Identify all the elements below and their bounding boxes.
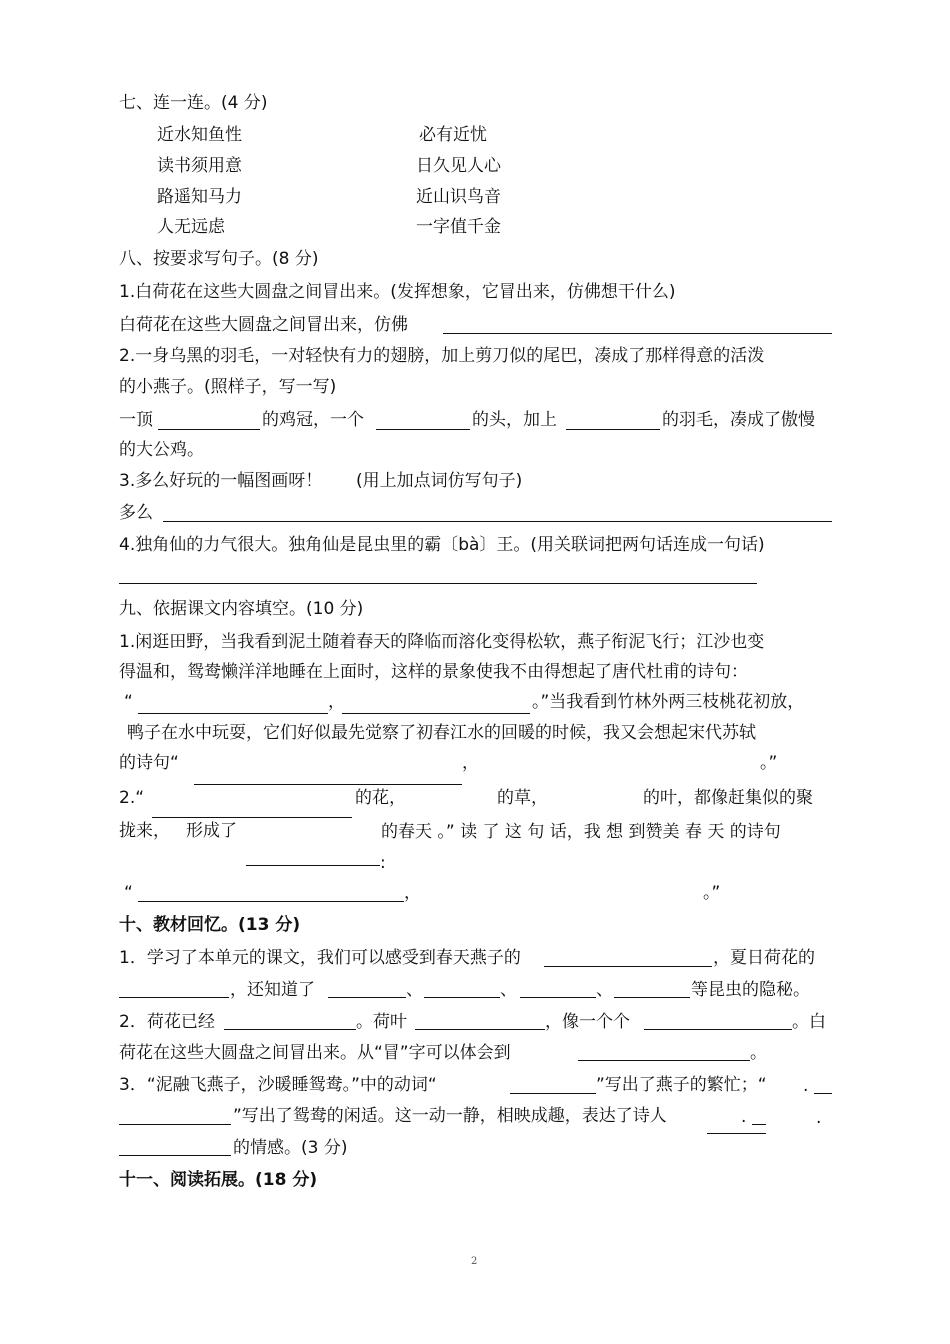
- question-text: 2.一身乌黑的羽毛，一对轻快有力的翅膀，加上剪刀似的尾巴，凑成了那样得意的活泼: [119, 346, 765, 366]
- question-text: 荷花在这些大圆盘之间冒出来。从“冒”字可以体会到: [119, 1043, 511, 1063]
- answer-blank[interactable]: [119, 1124, 231, 1125]
- answer-blank[interactable]: [566, 429, 660, 430]
- answer-blank[interactable]: [342, 713, 530, 714]
- paragraph-line: 得温和，鸳鸯懒洋洋地睡在上面时，这样的景象使我不由得想起了唐代杜甫的诗句：: [119, 662, 748, 682]
- punct: ，: [328, 692, 345, 712]
- section-11-title: 十一、阅读拓展。(18 分): [119, 1170, 318, 1190]
- question-text: 的情感。(3 分): [233, 1138, 348, 1158]
- answer-blank[interactable]: [119, 997, 229, 998]
- question-text: 形成了: [186, 821, 237, 841]
- answer-prompt: 多么: [119, 503, 153, 523]
- question-note: (用上加点词仿写句子): [356, 471, 523, 491]
- answer-blank[interactable]: [119, 1155, 231, 1156]
- answer-blank[interactable]: [224, 1029, 356, 1030]
- question-text: 2．荷花已经: [119, 1012, 215, 1032]
- answer-blank[interactable]: [752, 1124, 766, 1125]
- question-text: 2.“: [119, 788, 145, 808]
- answer-blank[interactable]: [415, 1029, 545, 1030]
- question-text: 的花，: [355, 788, 406, 808]
- match-right-item: 一字值千金: [416, 217, 501, 237]
- question-text: ，还知道了: [230, 980, 315, 1000]
- question-text: 的草，: [497, 788, 548, 808]
- match-left-item: 读书须用意: [157, 156, 242, 176]
- answer-text: 的头，加上: [472, 410, 557, 430]
- question-text: ，夏日荷花的: [713, 948, 815, 968]
- answer-blank[interactable]: [138, 901, 404, 902]
- question-text: 拢来，: [119, 821, 170, 841]
- answer-blank[interactable]: [376, 429, 470, 430]
- answer-prompt: 白荷花在这些大圆盘之间冒出来，仿佛: [119, 315, 408, 335]
- match-left-item: 近水知鱼性: [157, 125, 242, 145]
- answer-text: 的鸡冠，一个: [262, 410, 364, 430]
- punct: 、: [596, 980, 613, 1000]
- answer-blank[interactable]: [510, 1093, 596, 1094]
- question-text: 的春天 。” 读 了 这 句 话，我 想 到赞美 春 天 的诗句: [381, 822, 781, 842]
- punct: 、: [406, 980, 423, 1000]
- question-text: ”写出了燕子的繁忙；“: [596, 1075, 767, 1095]
- paragraph-line: 1.闲逛田野，当我看到泥土随着春天的降临而溶化变得松软，燕子衔泥飞行；江沙也变: [119, 632, 765, 652]
- question-text: 3.多么好玩的一幅图画呀！: [119, 471, 323, 491]
- match-right-item: 必有近忧: [419, 125, 487, 145]
- quote-mark: “: [124, 883, 133, 903]
- punct: ，: [462, 753, 479, 773]
- answer-blank[interactable]: [246, 865, 380, 866]
- page-number: 2: [471, 1256, 478, 1267]
- paragraph-line: 。”当我看到竹林外两三枝桃花初放，: [532, 692, 805, 712]
- question-text: 4.独角仙的力气很大。独角仙是昆虫里的霸〔bà〕王。(用关联词把两句话连成一句话): [119, 535, 765, 555]
- match-left-item: 路遥知马力: [157, 187, 242, 207]
- section-7-title: 七、连一连。(4 分): [119, 93, 268, 113]
- punct: .: [803, 1076, 809, 1096]
- question-text: 1.白荷花在这些大圆盘之间冒出来。(发挥想象，它冒出来，仿佛想干什么): [119, 282, 676, 302]
- question-text: 等昆虫的隐秘。: [691, 980, 810, 1000]
- answer-text: 的羽毛，凑成了傲慢: [662, 410, 815, 430]
- answer-blank[interactable]: [158, 429, 260, 430]
- question-text: 1．学习了本单元的课文，我们可以感受到春天燕子的: [119, 948, 521, 968]
- question-text: 。荷叶: [356, 1012, 407, 1032]
- paragraph-line: 鸭子在水中玩耍，它们好似最先觉察了初春江水的回暖的时候，我又会想起宋代苏轼: [127, 723, 756, 743]
- paragraph-line: 的诗句“: [119, 753, 179, 773]
- answer-blank[interactable]: [152, 817, 352, 818]
- answer-text: 的大公鸡。: [119, 440, 204, 460]
- match-right-item: 近山识鸟音: [416, 187, 501, 207]
- answer-blank[interactable]: [578, 1060, 750, 1061]
- punct: :: [380, 853, 386, 873]
- question-text: 。白: [792, 1012, 826, 1032]
- answer-text: 一顶: [119, 410, 153, 430]
- quote-mark: “: [124, 692, 133, 712]
- punct: .: [816, 1108, 822, 1128]
- question-text: ，像一个个: [545, 1012, 630, 1032]
- answer-blank[interactable]: [544, 966, 712, 967]
- punct: 。”: [760, 753, 778, 773]
- punct: 。: [750, 1043, 767, 1063]
- match-right-item: 日久见人心: [416, 156, 501, 176]
- answer-blank[interactable]: [443, 333, 832, 334]
- question-text: ”写出了鸳鸯的闲适。这一动一静，相映成趣，表达了诗人: [233, 1106, 667, 1126]
- answer-blank[interactable]: [163, 521, 832, 522]
- answer-blank[interactable]: [644, 1029, 792, 1030]
- match-left-item: 人无远虑: [157, 217, 225, 237]
- section-9-title: 九、依据课文内容填空。(10 分): [119, 599, 364, 619]
- section-8-title: 八、按要求写句子。(8 分): [119, 249, 319, 269]
- answer-blank[interactable]: [119, 583, 757, 584]
- answer-blank[interactable]: [814, 1093, 832, 1094]
- section-10-title: 十、教材回忆。(13 分): [119, 915, 301, 935]
- question-text: 3．“泥融飞燕子，沙暖睡鸳鸯。”中的动词“: [119, 1075, 437, 1095]
- answer-blank[interactable]: [194, 784, 462, 785]
- punct: 、: [500, 980, 517, 1000]
- punct: .: [741, 1107, 747, 1127]
- question-text: 的叶，都像赶集似的聚: [643, 788, 813, 808]
- punct: 。”: [703, 883, 721, 903]
- answer-blank[interactable]: [138, 713, 328, 714]
- answer-blank[interactable]: [614, 997, 690, 998]
- answer-blank[interactable]: [424, 997, 500, 998]
- answer-blank[interactable]: [520, 997, 596, 998]
- punct: ，: [404, 883, 421, 903]
- answer-blank[interactable]: [707, 1133, 766, 1134]
- question-text: 的小燕子。(照样子，写一写): [119, 377, 337, 397]
- answer-blank[interactable]: [328, 997, 406, 998]
